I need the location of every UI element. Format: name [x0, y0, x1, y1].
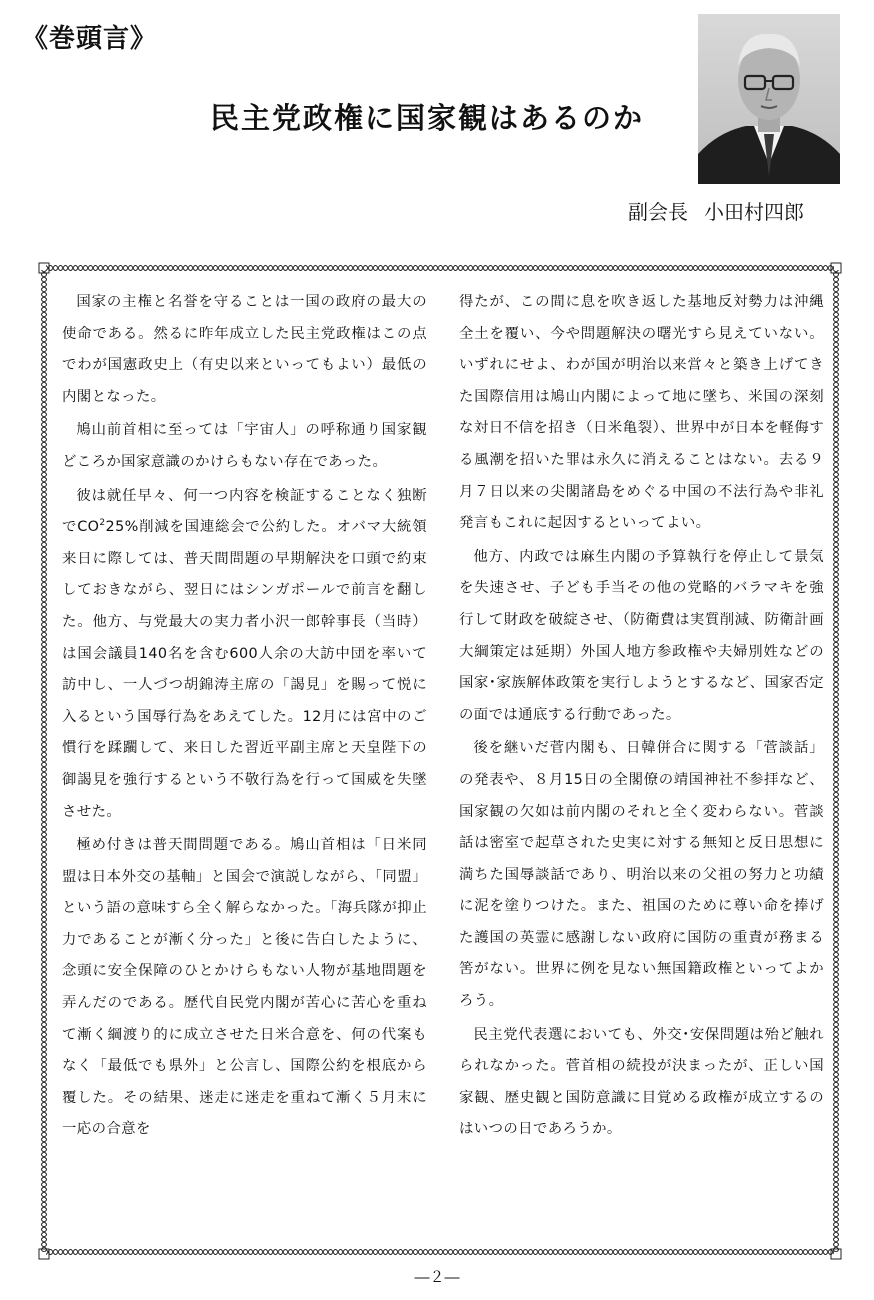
paragraph	[62, 481, 427, 829]
section-label: 《巻頭言》	[22, 24, 158, 54]
byline-role: 副会長	[628, 200, 688, 224]
paragraph: 国家の主権と名誉を守ることは一国の政府の最大の使命である。然るに昨年成立した民主党政権はこの点でわが国憲政史上（有史以来といってもよい）最低の内閣となった。	[62, 294, 427, 405]
paragraph: 極め付きは普天間問題である。鳩山首相は「日米同盟は日本外交の基軸」と国会で演説しながら、「同盟」という語の意味すら全く解らなかった。「海兵隊が抑止力であることが漸く分った」と後に告白したように、念頭に安全保障のひとかけらもない人物が基地問題を弄んだのである。歴代自民党内閣が苦心に苦心を重ねて漸く綱渡り的に成立させた日米合意を、何の代案もなく「最低でも県外」と公言し、国際公約を根底から覆した。その結果、迷走に迷走を重ねて漸く５月末に一応の合意を	[62, 837, 427, 1138]
paragraph: 得たが、この間に息を吹き返した基地反対勢力は沖縄全土を覆い、今や問題解決の曙光すら見えていない。いずれにせよ、わが国が明治以来営々と築き上げてきた国際信用は鳩山内閣によって地に墜ち、米国の深刻な対日不信を招き（日米亀裂）、世界中が日本を軽侮する風潮を招いた罪は永久に消えることはない。去る９月７日以来の尖閣諸島をめぐる中国の不法行為や非礼発言もこれに起因するといってよい。	[459, 294, 824, 532]
article-column-right	[459, 287, 824, 1148]
paragraph-text: 25%削減を国連総会で公約した。オバマ大統領来日に際しては、普天間問題の早期解決を口頭で約束しておきながら、翌日にはシンガポールで前言を翻した。他方、与党最大の実力者小沢一郎幹事長（当時）は国会議員140名を含む600人余の大訪中団を率いて訪中し、一人づつ胡錦涛主席の「謁見」を賜って悦に入るという国辱行為をあえてした。12月には宮中のご慣行を蹂躙して、来日した習近平副主席と天皇陛下の御謁見を強行するという不敬行為を行って国威を失墜させた。	[62, 519, 428, 820]
article-column-left	[62, 287, 427, 1148]
paragraph: 鳩山前首相に至っては「宇宙人」の呼称通り国家観どころか国家意識のかけらもない存在であった。	[62, 422, 427, 470]
paragraph: 他方、内政では麻生内閣の予算執行を停止して景気を失速させ、子ども手当その他の党略的バラマキを強行して財政を破綻させ、（防衛費は実質削減、防衛計画大綱策定は延期）外国人地方参政権や夫婦別姓などの国家･家族解体政策を実行しようとするなど、国家否定の面では通底する行動であった。	[459, 548, 824, 723]
paragraph-text: 彼は就任早々、何一つ内容を検証することなく独断でCO	[62, 487, 427, 536]
portrait-photo	[698, 14, 840, 184]
page-title: 民主党政権に国家観はあるのか	[210, 101, 645, 135]
page-number: ―２―	[414, 1268, 460, 1286]
paragraph: 民主党代表選においても、外交･安保問題は殆ど触れられなかった。菅首相の続投が決まったが、正しい国家観、歴史観と国防意識に目覚める政権が成立するのはいつの日であろうか。	[459, 1026, 824, 1138]
byline-name: 小田村四郎	[704, 200, 804, 224]
paragraph: 後を継いだ菅内閣も、日韓併合に関する「菅談話」の発表や、８月15日の全閣僚の靖国神社不参拝など、国家観の欠如は前内閣のそれと全く変わらない。菅談話は密室で起草された史実に対する無知と反日思想に満ちた国辱談話であり、明治以来の父祖の努力と功績に泥を塗りつけた。また、祖国のために尊い命を捧げた護国の英霊に感謝しない政府に国防の重責が務まる筈がない。世界に例を見ない無国籍政権といってよかろう。	[459, 740, 824, 1010]
superscript: 2	[99, 518, 106, 529]
byline	[628, 196, 858, 225]
